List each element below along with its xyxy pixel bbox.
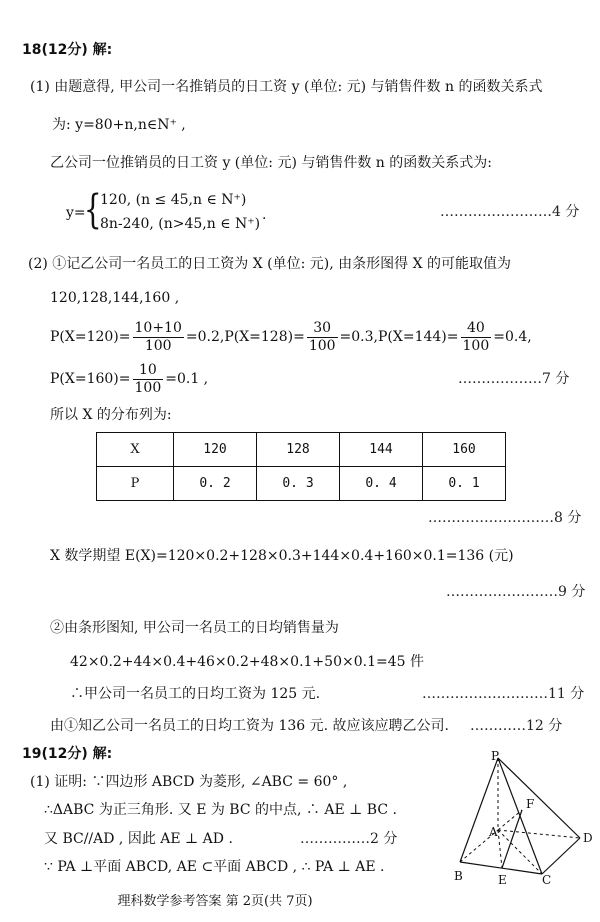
prob-row-2 [50, 360, 208, 398]
p144-numerator: 40 [461, 320, 492, 338]
q19-line-1: (1) 证明: ∵四边形 ABCD 为菱形, ∠ABC = 60° , [30, 774, 348, 790]
p120-numerator: 10+10 [134, 319, 182, 336]
table-cell: 0. 3 [257, 467, 340, 501]
edge-cd [542, 838, 580, 874]
piecewise-lhs: y= [66, 205, 86, 221]
table-cell: 0. 1 [423, 467, 506, 501]
p144-fraction [461, 320, 492, 355]
p120-denominator: 100 [144, 337, 172, 354]
q19-line-3: 又 BC//AD , 因此 AE ⊥ AD . [44, 831, 233, 847]
q19-line-2: ∴ΔABC 为正三角形. 又 E 为 BC 的中点, ∴ AE ⊥ BC . [44, 802, 397, 818]
piecewise-end: . [262, 207, 267, 223]
label-e: E [498, 873, 507, 886]
q18-number: 18(12分) [22, 42, 88, 58]
q19-number: 19(12分) [22, 746, 88, 762]
q18-company-a-formula: 为: y=80+n,n∈N⁺ , [52, 117, 186, 133]
p128-lhs: P(X=128)= [224, 329, 305, 345]
q19-solution-label: 解: [92, 746, 113, 762]
p160-numerator: 10 [133, 362, 164, 380]
score-2: ……………2 分 [300, 831, 398, 847]
part2-wage: ∴甲公司一名员工的日均工资为 125 元. [70, 686, 321, 702]
table-cell: 0. 2 [174, 467, 257, 501]
p128-fraction [307, 320, 338, 355]
p144-result: =0.4, [493, 329, 532, 345]
table-cell: 144 [340, 433, 423, 467]
label-p: P [491, 750, 500, 763]
p128-numerator: 30 [307, 320, 338, 338]
p120-lhs: P(X=120)= [50, 329, 131, 345]
part2-intro: ②由条形图知, 甲公司一名员工的日均销售量为 [50, 620, 339, 636]
table-cell: P [97, 467, 174, 501]
prob-row-1 [50, 318, 532, 356]
p128-result: =0.3, [339, 329, 378, 345]
expectation-line: X 数学期望 E(X)=120×0.2+128×0.3+144×0.4+160×0.1=136 (元) [50, 548, 514, 564]
edge-fe [502, 810, 522, 868]
q18-company-b-intro: 乙公司一位推销员的日工资 y (单位: 元) 与销售件数 n 的函数关系式为: [50, 155, 492, 171]
score-11: ………………………11 分 [422, 686, 585, 702]
p160-lhs: P(X=160)= [50, 371, 131, 387]
p160-denominator: 100 [134, 379, 162, 396]
edge-pd [498, 758, 580, 838]
piecewise-case-2: 8n-240, (n>45,n ∈ N⁺) [100, 216, 261, 232]
part2-calc: 42×0.2+44×0.4+46×0.2+48×0.1+50×0.1=45 件 [70, 654, 424, 670]
dist-intro: 所以 X 的分布列为: [50, 407, 172, 423]
p144-denominator: 100 [462, 337, 490, 354]
table-cell: 160 [423, 433, 506, 467]
label-b: B [454, 869, 463, 883]
score-12: …………12 分 [470, 718, 563, 734]
piecewise-brace: { [83, 187, 102, 233]
edge-ac-hidden [498, 830, 542, 874]
q18-p1-intro: (1) 由题意得, 甲公司一名推销员的日工资 y (单位: 元) 与销售件数 n 的函数关系式 [30, 79, 543, 95]
pyramid-figure [450, 750, 598, 886]
edge-ae-hidden [498, 830, 502, 868]
q19-header [22, 744, 112, 764]
table-cell: X [97, 433, 174, 467]
q18-conclusion: 由①知乙公司一名员工的日均工资为 136 元. 故应该应聘乙公司. [50, 718, 449, 734]
edge-ad-hidden [498, 830, 580, 838]
p120-fraction [133, 320, 184, 355]
p144-lhs: P(X=144)= [378, 329, 459, 345]
label-f: F [526, 797, 535, 811]
table-cell: 128 [257, 433, 340, 467]
piecewise-case-1: 120, (n ≤ 45,n ∈ N⁺) [100, 192, 247, 208]
label-a: A [489, 825, 498, 839]
q19-line-4: ∵ PA ⊥平面 ABCD, AE ⊂平面 ABCD , ∴ PA ⊥ AE . [44, 859, 385, 875]
p120-result: =0.2, [185, 329, 225, 345]
score-7: ………………7 分 [458, 371, 570, 387]
q18-p2-intro: (2) ①记乙公司一名员工的日工资为 X (单位: 元), 由条形图得 X 的可能取值为 [28, 256, 512, 272]
table-cell: 0. 4 [340, 467, 423, 501]
score-8: ………………………8 分 [428, 510, 582, 526]
table-row-x [97, 433, 506, 467]
q18-solution-label: 解: [92, 42, 113, 58]
q18-header [22, 40, 112, 60]
page-footer: 理科数学参考答案 第 2页(共 7页) [117, 894, 313, 909]
distribution-table [96, 432, 506, 501]
p160-result: =0.1 , [165, 371, 209, 387]
table-cell: 120 [174, 433, 257, 467]
p160-fraction [133, 362, 164, 397]
label-c: C [542, 873, 552, 886]
p128-denominator: 100 [308, 337, 336, 354]
label-d: D [583, 831, 593, 845]
score-4: ……………………4 分 [440, 204, 580, 220]
score-9: ……………………9 分 [446, 584, 586, 600]
table-row-p [97, 467, 506, 501]
q18-x-values: 120,128,144,160 , [50, 290, 180, 306]
